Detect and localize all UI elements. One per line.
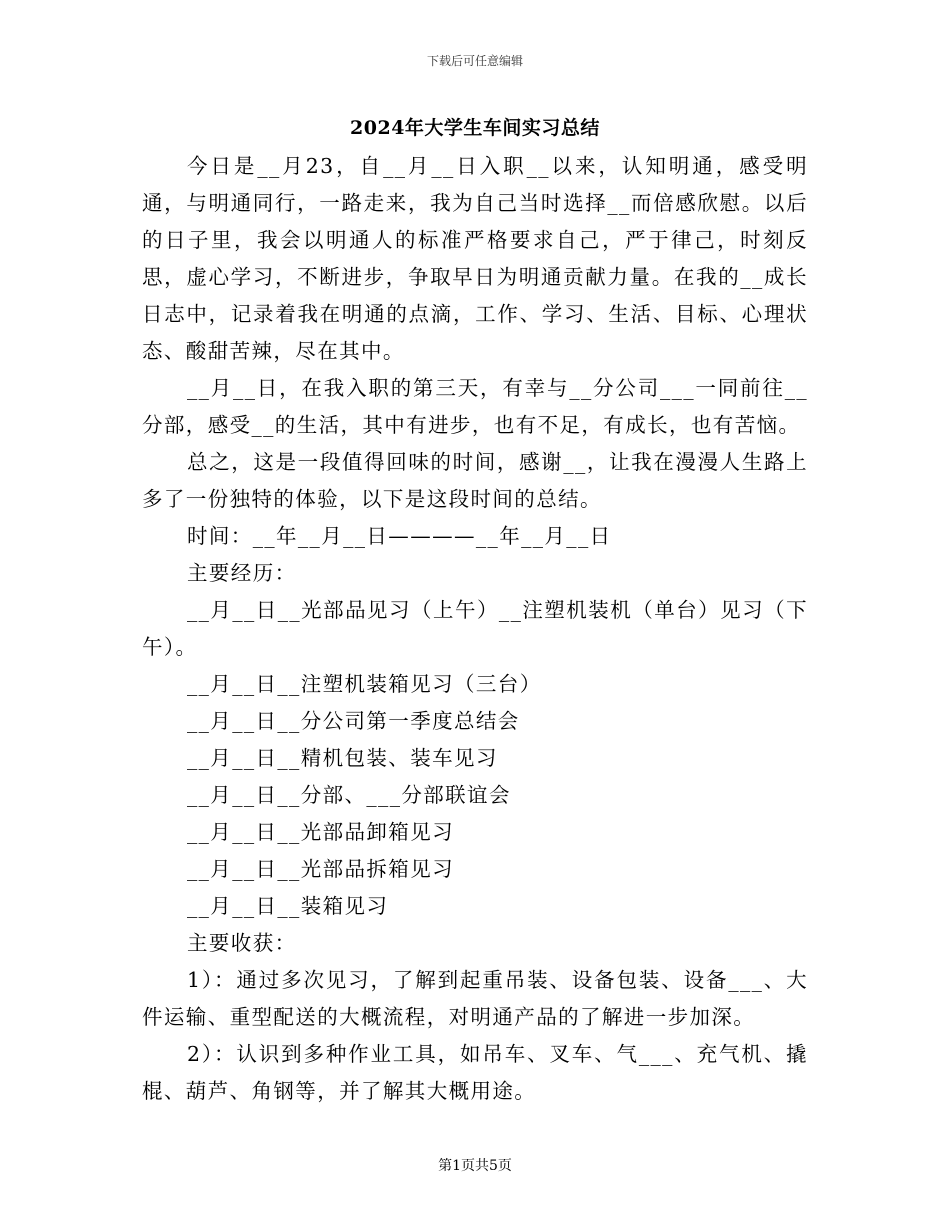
experience-item: __月__日__光部品卸箱见习 <box>187 820 454 844</box>
experience-item: __月__日__精机包装、装车见习 <box>187 746 498 770</box>
experience-item: __月__日__光部品见习（上午）__注塑机装机（单台）见习（下午）。 <box>142 598 808 659</box>
header-note: 下载后可任意编辑 <box>426 54 523 68</box>
paragraph-visit: __月__日，在我入职的第三天，有幸与__分公司___一同前往__分部，感受__的生活，其中有进步，也有不足，有成长，也有苦恼。 <box>142 376 808 437</box>
paragraph-conclusion: 总之，这是一段值得回味的时间，感谢__，让我在漫漫人生路上多了一份独特的体验，以下是这段时间的总结。 <box>142 450 808 511</box>
document-body <box>142 148 808 1110</box>
experience-item: __月__日__光部品拆箱见习 <box>187 857 454 881</box>
paragraph-intro: 今日是__月23，自__月__日入职__以来，认知明通，感受明通，与明通同行，一路走来，我为自己当时选择__而倍感欣慰。以后的日子里，我会以明通人的标准严格要求自己，严于律己，时刻反思，虚心学习，不断进步，争取早日为明通贡献力量。在我的__成长日志中，记录着我在明通的点滴，工作、学习、生活、目标、心理状态、酸甜苦辣，尽在其中。 <box>142 154 808 363</box>
gain-item: 2）：认识到多种作业工具，如吊车、叉车、气___、充气机、撬棍、葫芦、角钢等，并了解其大概用途。 <box>142 1042 808 1103</box>
section-heading-gains: 主要收获： <box>187 931 297 955</box>
page-number-footer: 第1页共5页 <box>438 1158 512 1174</box>
experience-item: __月__日__分部、___分部联谊会 <box>187 783 511 807</box>
experience-item: __月__日__分公司第一季度总结会 <box>187 709 520 733</box>
document-title: 2024年大学生车间实习总结 <box>350 117 600 139</box>
time-range-line: 时间：__年__月__日————__年__月__日 <box>187 524 612 548</box>
experience-item: __月__日__装箱见习 <box>187 894 389 918</box>
gain-item: 1）：通过多次见习，了解到起重吊装、设备包装、设备___、大件运输、重型配送的大概流程，对明通产品的了解进一步加深。 <box>142 968 808 1029</box>
section-heading-experience: 主要经历： <box>187 561 297 585</box>
experience-item: __月__日__注塑机装箱见习（三台） <box>187 672 542 696</box>
